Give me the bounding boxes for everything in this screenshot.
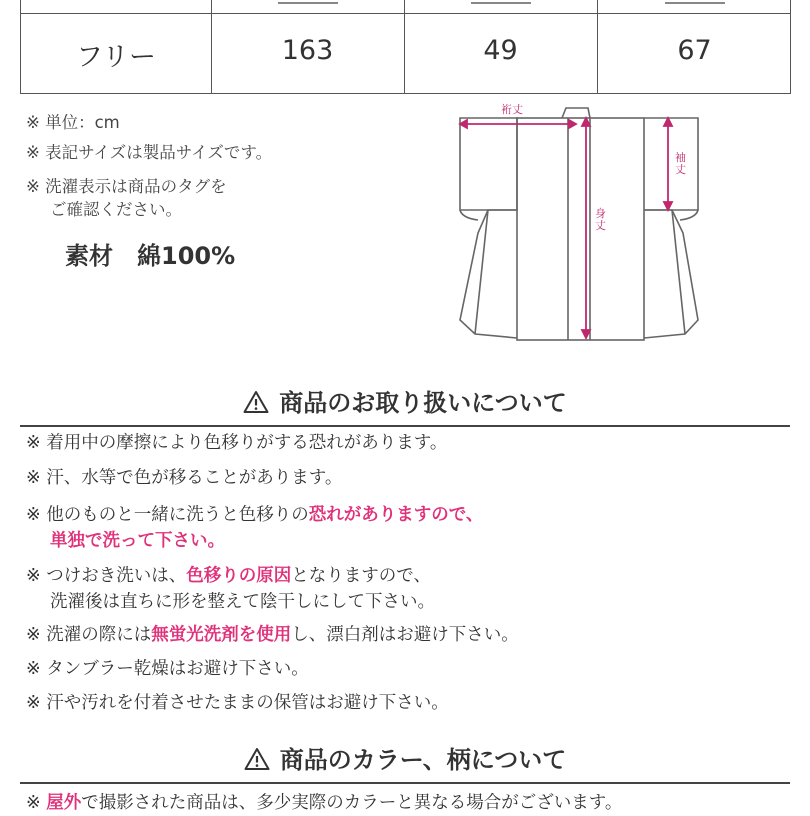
care-item-text: ※ 洗濯の際には bbox=[26, 625, 152, 645]
table-cell-sleeve-width: 49 bbox=[483, 35, 518, 66]
warning-icon bbox=[244, 747, 270, 771]
care-item-text: ※ つけおき洗いは、 bbox=[26, 566, 187, 586]
color-title-text: 商品のカラー、柄について bbox=[279, 746, 567, 774]
table-cell-sleeve-length: 67 bbox=[677, 35, 712, 66]
wash-note-continued: ご確認ください。 bbox=[50, 200, 182, 219]
care-item-text: ※ 着用中の摩擦により色移りがする恐れがあります。 bbox=[26, 433, 448, 453]
color-section-divider bbox=[20, 782, 790, 784]
care-item-highlight: 屋外 bbox=[46, 793, 82, 813]
care-item bbox=[26, 563, 435, 615]
body-length-label: 身丈 bbox=[595, 207, 606, 232]
care-item-text: ※ 汗、水等で色が移ることがあります。 bbox=[26, 468, 343, 488]
care-item bbox=[26, 502, 483, 554]
care-item-highlight: 恐れがありますので、 bbox=[308, 505, 484, 525]
care-item-highlight: 無蛍光洗剤を使用 bbox=[151, 625, 292, 645]
care-item-text: ※ タンブラー乾燥はお避け下さい。 bbox=[26, 659, 309, 679]
sleeve-length-label: 袖丈 bbox=[675, 151, 686, 176]
material-label: 素材 綿100% bbox=[65, 242, 236, 270]
table-cell-size: フリー bbox=[76, 42, 156, 73]
care-item bbox=[26, 465, 342, 491]
warning-icon bbox=[243, 390, 269, 414]
color-item bbox=[26, 790, 622, 816]
care-section-divider bbox=[20, 425, 790, 427]
garment-measurement-diagram bbox=[440, 98, 730, 348]
care-item-text: となりますので、 bbox=[291, 566, 431, 586]
care-item bbox=[26, 622, 519, 648]
unit-note: ※ 単位：cm bbox=[26, 113, 120, 132]
table-header-cell bbox=[211, 0, 404, 11]
care-item-text: 洗濯後は直ちに形を整えて陰干しにして下さい。 bbox=[50, 592, 435, 612]
care-section-title bbox=[0, 383, 810, 418]
care-item-text: し、漂白剤はお避け下さい。 bbox=[291, 625, 519, 645]
color-section-title bbox=[0, 740, 810, 775]
table-header-divider bbox=[21, 13, 790, 14]
care-item bbox=[26, 690, 449, 716]
table-header-cell bbox=[597, 0, 792, 11]
table-cell-body-length: 163 bbox=[281, 35, 334, 66]
table-header-cell bbox=[404, 0, 597, 11]
care-item bbox=[26, 430, 447, 456]
wash-note: ※ 洗濯表示は商品のタグを bbox=[26, 177, 227, 196]
care-item-text: ※ 他のものと一緒に洗うと色移りの bbox=[26, 505, 309, 525]
care-item-highlight: 色移りの原因 bbox=[186, 566, 292, 586]
care-item-text: ※ bbox=[26, 793, 47, 813]
size-note: ※ 表記サイズは製品サイズです。 bbox=[26, 143, 273, 162]
care-item-text: で撮影された商品は、多少実際のカラーと異なる場合がございます。 bbox=[81, 793, 623, 813]
care-title-text: 商品のお取り扱いについて bbox=[279, 389, 567, 417]
care-item-text: ※ 汗や汚れを付着させたままの保管はお避け下さい。 bbox=[26, 693, 449, 713]
size-table bbox=[20, 0, 791, 94]
care-item bbox=[26, 656, 309, 682]
sleeve-width-label: 裄丈 bbox=[501, 103, 523, 116]
care-item-highlight: 単独で洗って下さい。 bbox=[50, 531, 225, 551]
